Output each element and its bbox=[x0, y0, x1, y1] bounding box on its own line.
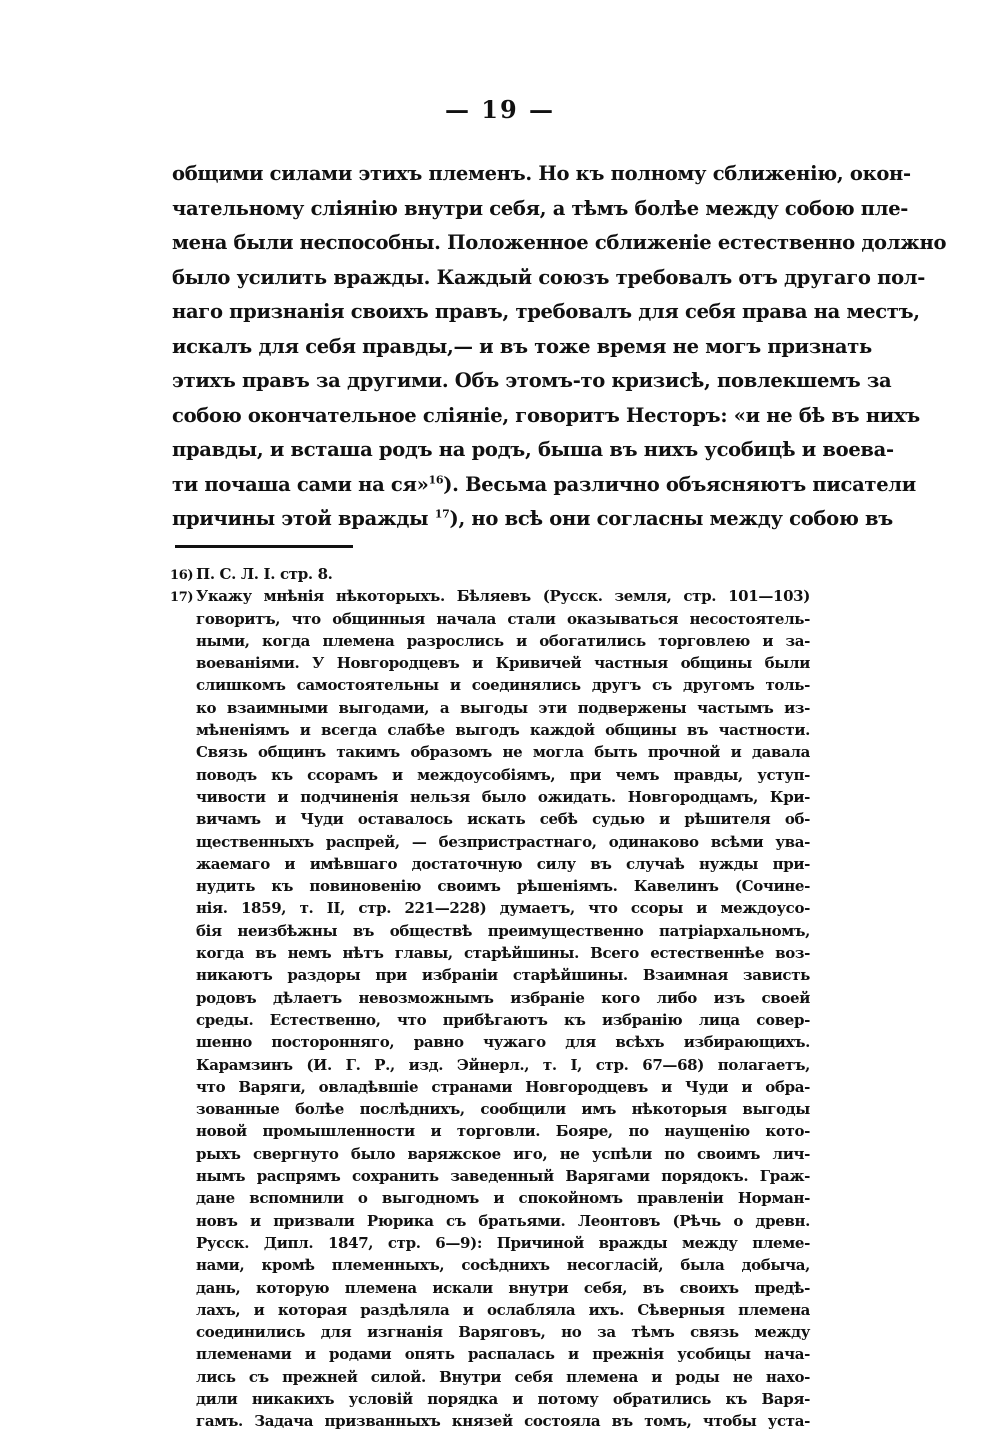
footnote-line: соединились для изгнанія Варяговъ, но за тѣмъ связь между bbox=[196, 1323, 810, 1342]
footnote-separator bbox=[175, 545, 353, 548]
body-line: было усилить вражды. Каждый союзъ требовалъ отъ другаго пол- bbox=[172, 265, 926, 289]
footnote-line: вичамъ и Чуди оставалось искать себѣ судью и рѣшителя об- bbox=[196, 810, 810, 829]
footnote-line: рыхъ свергнуто было варяжское иго, не успѣли по своимъ лич- bbox=[196, 1144, 810, 1163]
footnote-line: нудить къ повиновенію своимъ рѣшеніямъ. Кавелинъ (Сочине- bbox=[196, 877, 810, 896]
body-line: наго признанія своихъ правъ, требовалъ для себя права на местъ, bbox=[172, 300, 920, 323]
body-line: мена были неспособны. Положенное сближеніе естественно должно bbox=[172, 231, 947, 254]
body-text-continuation: ), но всѣ они согласны между собою въ bbox=[449, 507, 893, 530]
footnote-line: дили никакихъ условій порядка и потому обратились къ Варя- bbox=[196, 1389, 810, 1408]
footnote-line: родовъ дѣлаетъ невозможнымъ избраніе кого либо изъ своей bbox=[196, 988, 810, 1007]
footnote-line: лись съ прежней силой. Внутри себя племена и роды не нахо- bbox=[196, 1367, 810, 1386]
footnote-line: нымъ распрямъ сохранить заведенный Варягами порядокъ. Граж- bbox=[196, 1167, 810, 1186]
footnote-line: никаютъ раздоры при избраніи старѣйшины. Взаимная зависть bbox=[196, 966, 810, 985]
page-number: — 19 — bbox=[444, 95, 556, 124]
footnote-line: бія неизбѣжны въ обществѣ преимущественно патріархальномъ, bbox=[196, 921, 810, 940]
footnote-line: ными, когда племена разрослись и обогатились торговлею и за- bbox=[196, 631, 810, 650]
footnote-line: говоритъ, что общинныя начала стали оказываться несостоятель- bbox=[196, 609, 810, 628]
footnote-ref-16[interactable]: 16 bbox=[428, 473, 444, 486]
body-line: общими силами этихъ племенъ. Но къ полному сближенію, окон- bbox=[172, 162, 911, 185]
footnotes bbox=[170, 563, 810, 1433]
body-line: правды, и всташа родъ на родъ, быша въ нихъ усобицѣ и воева- bbox=[172, 438, 894, 461]
footnote-line: новъ и призвали Рюрика съ братьями. Леонтовъ (Рѣчь о древн. bbox=[196, 1211, 810, 1230]
footnote-text: Укажу мнѣнія нѣкоторыхъ. Бѣляевъ (Русск. земля, стр. 101—103) bbox=[196, 587, 810, 606]
footnote-line: ко взаимными выгодами, а выгоды эти подвержены частымъ из- bbox=[196, 698, 810, 717]
footnote-line: слишкомъ самостоятельны и соединялись другъ съ другомъ толь- bbox=[196, 676, 810, 695]
body-line bbox=[172, 502, 893, 537]
footnote-line: зованные болѣе послѣднихъ, сообщили имъ нѣкоторыя выгоды bbox=[196, 1100, 810, 1119]
quote-end: ти почаша сами на ся» bbox=[172, 472, 429, 496]
footnote-ref-17[interactable]: 17 bbox=[434, 507, 450, 521]
footnote-line: чивости и подчиненія нельзя было ожидать. Новгородцамъ, Кри- bbox=[196, 787, 810, 806]
footnote-line: новой промышленности и торговли. Бояре, по наущенію кото- bbox=[196, 1122, 810, 1141]
footnote-line: мѣненіямъ и всегда слабѣе выгодъ каждой общины въ частности. bbox=[196, 721, 810, 740]
footnote-line: воеваніями. У Новгородцевъ и Кривичей частныя общины были bbox=[196, 654, 810, 673]
body-text-continuation: ). Весьма различно объясняютъ писатели bbox=[443, 472, 916, 496]
footnote-line: поводъ къ ссорамъ и междоусобіямъ, при чемъ правды, уступ- bbox=[196, 765, 810, 784]
footnote-line: среды. Естественно, что прибѣгаютъ къ избранію лица совер- bbox=[196, 1010, 810, 1029]
footnote-16 bbox=[170, 563, 810, 585]
footnote-line: когда въ немъ нѣтъ главы, старѣйшины. Всего естественнѣе воз- bbox=[196, 944, 810, 963]
footnote-17 bbox=[170, 585, 810, 607]
footnote-line: нами, кромѣ племенныхъ, сосѣднихъ несогласій, была добыча, bbox=[196, 1256, 810, 1275]
footnote-line: что Варяги, овладѣвшіе странами Новгородцевъ и Чуди и обра- bbox=[196, 1077, 810, 1096]
footnote-line: жаемаго и имѣвшаго достаточную силу въ случаѣ нужды при- bbox=[196, 854, 810, 873]
footnote-line: гамъ. Задача призванныхъ князей состояла въ томъ, чтобы уста- bbox=[196, 1412, 810, 1431]
footnote-line: дань, которую племена искали внутри себя, въ своихъ предѣ- bbox=[196, 1278, 810, 1297]
footnote-line: Русск. Дипл. 1847, стр. 6—9): Причиной вражды между племе- bbox=[196, 1233, 810, 1252]
footnote-line: лахъ, и которая раздѣляла и ослабляла ихъ. Сѣверныя племена bbox=[196, 1300, 810, 1319]
footnote-line: Карамзинъ (И. Г. Р., изд. Эйнерл., т. I, стр. 67—68) полагаетъ, bbox=[196, 1055, 810, 1074]
footnote-number: 17) bbox=[170, 590, 194, 606]
body-line: этихъ правъ за другими. Объ этомъ-то кризисѣ, повлекшемъ за bbox=[172, 369, 892, 392]
footnote-line: шенно посторонняго, равно чужаго для всѣхъ избирающихъ. bbox=[196, 1033, 810, 1052]
body-line: искалъ для себя правды,— и въ тоже время не могъ признать bbox=[172, 334, 872, 358]
body-line: чательному сліянію внутри себя, а тѣмъ болѣе между собою пле- bbox=[172, 196, 909, 220]
footnote-line: нія. 1859, т. II, стр. 221—228) думаетъ, что ссоры и междоусо- bbox=[196, 899, 810, 918]
footnote-number: 16) bbox=[170, 568, 194, 583]
footnote-line: племенами и родами опять распалась и прежнія усобицы нача- bbox=[196, 1345, 810, 1364]
footnote-line: Связь общинъ такимъ образомъ не могла быть прочной и давала bbox=[196, 743, 810, 762]
footnote-text: П. С. Л. I. стр. 8. bbox=[196, 565, 333, 583]
body-text: причины этой вражды bbox=[172, 507, 429, 530]
body-line bbox=[172, 468, 916, 503]
main-body-text bbox=[172, 157, 947, 537]
footnote-line: щественныхъ распрей, — безпристрастнаго, одинаково всѣми ува- bbox=[196, 832, 810, 851]
footnote-line: дане вспомнили о выгодномъ и спокойномъ правленіи Норман- bbox=[196, 1189, 810, 1208]
body-line: собою окончательное сліяніе, говоритъ Несторъ: «и не бѣ въ нихъ bbox=[172, 403, 920, 427]
